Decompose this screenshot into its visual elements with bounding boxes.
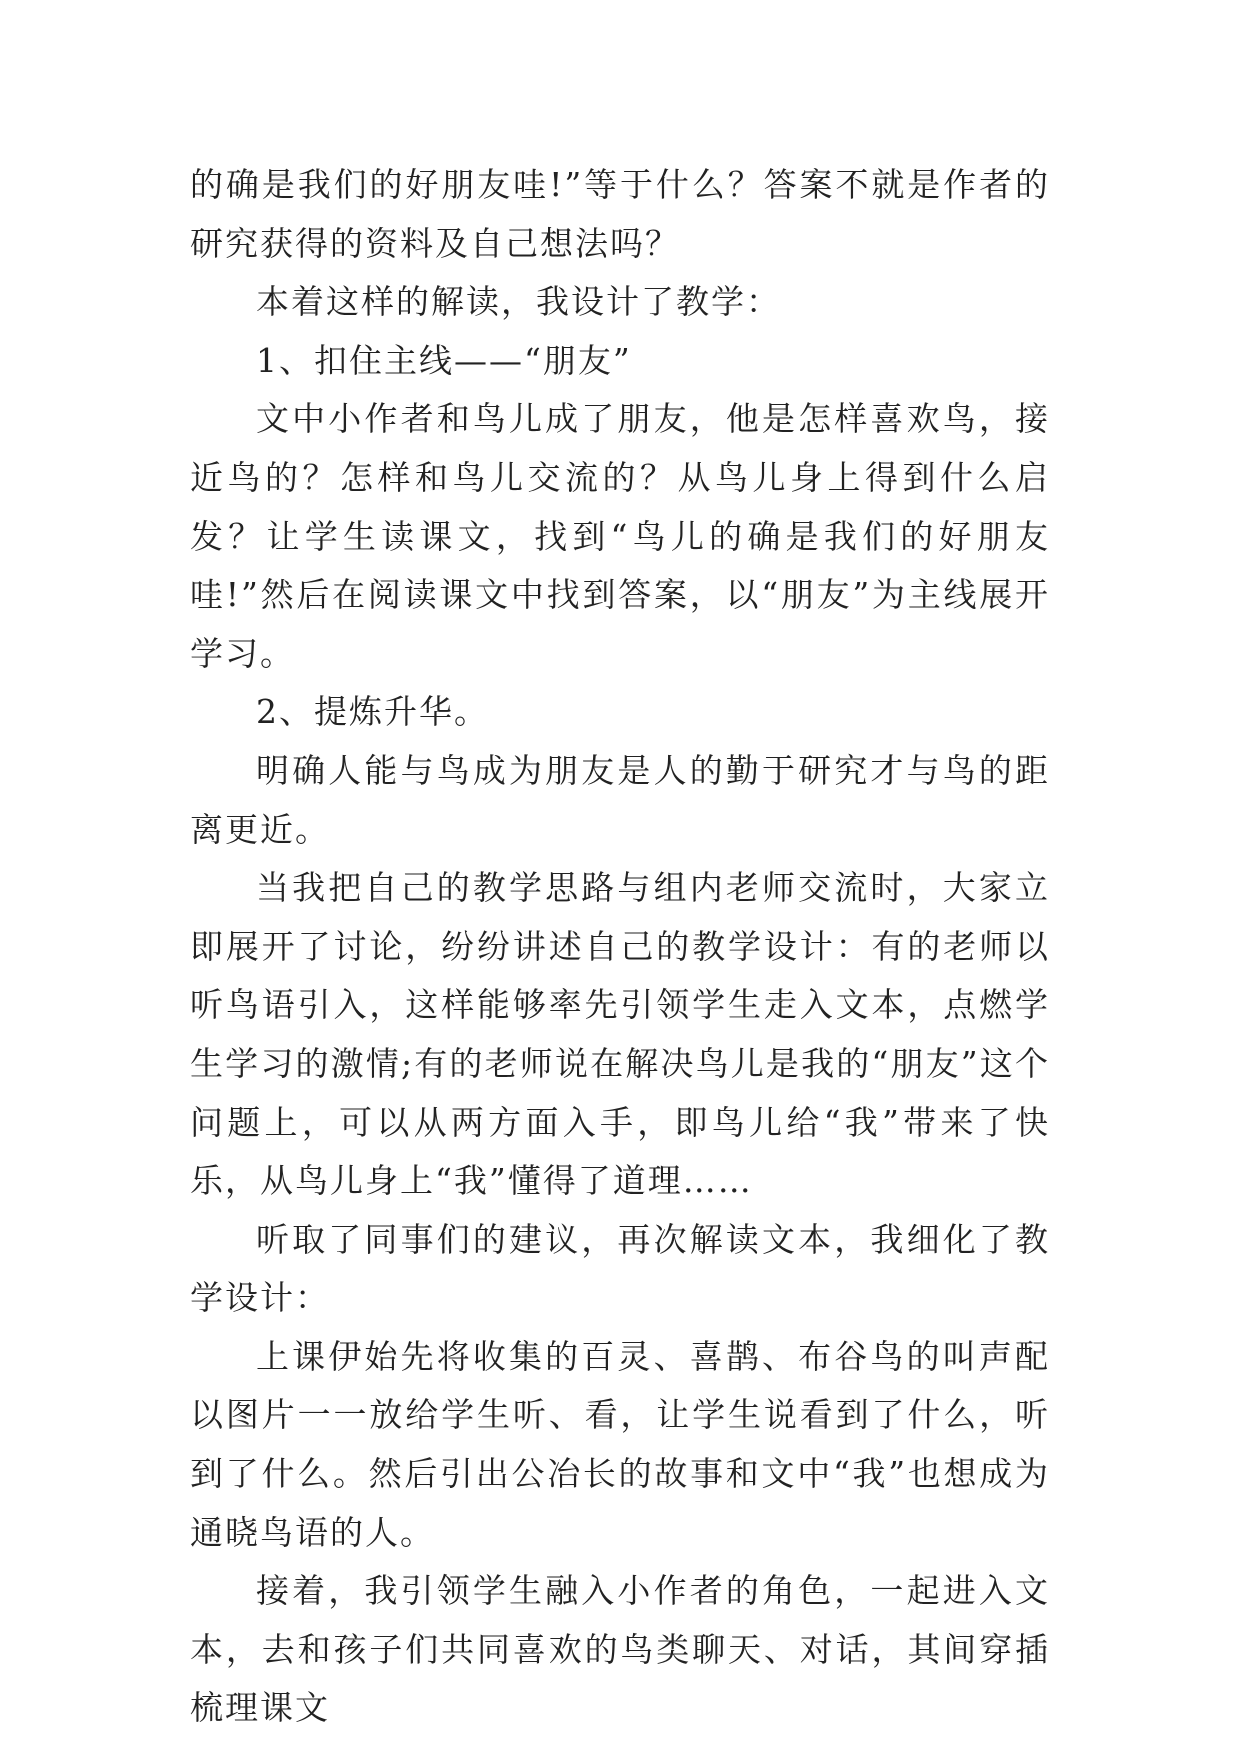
paragraph-5: 2、提炼升华。 <box>256 692 489 732</box>
paragraph-7: 当我把自己的教学思路与组内老师交流时，大家立即展开了讨论，纷纷讲述自己的教学设计：有的老师以听鸟语引入，这样能够率先引领学生走入文本，点燃学生学习的激情;有的老师说在解决鸟儿是我的“朋友”这个问题上，可以从两方面入手，即鸟儿给“我”带来了快乐，从鸟儿身上“我”懂得了道理…… <box>190 868 1050 1201</box>
paragraph-4: 文中小作者和鸟儿成了朋友，他是怎样喜欢鸟，接近鸟的？怎样和鸟儿交流的？从鸟儿身上得到什么启发？让学生读课文，找到“鸟儿的确是我们的好朋友哇!”然后在阅读课文中找到答案，以“朋友”为主线展开学习。 <box>190 399 1050 673</box>
paragraph-1: 的确是我们的好朋友哇!”等于什么？答案不就是作者的研究获得的资料及自己想法吗？ <box>190 165 1050 263</box>
paragraph-2: 本着这样的解读，我设计了教学： <box>256 282 781 322</box>
paragraph-9: 上课伊始先将收集的百灵、喜鹊、布谷鸟的叫声配以图片一一放给学生听、看，让学生说看到了什么，听到了什么。然后引出公冶长的故事和文中“我”也想成为通晓鸟语的人。 <box>190 1336 1050 1552</box>
paragraph-3: 1、扣住主线——“朋友” <box>256 340 632 380</box>
paragraph-8: 听取了同事们的建议，再次解读文本，我细化了教学设计： <box>190 1219 1050 1318</box>
body-text <box>190 156 1050 1738</box>
paragraph-10: 接着，我引领学生融入小作者的角色，一起进入文本，去和孩子们共同喜欢的鸟类聊天、对话，其间穿插梳理课文 <box>190 1571 1050 1728</box>
paragraph-6: 明确人能与鸟成为朋友是人的勤于研究才与鸟的距离更近。 <box>190 750 1050 849</box>
